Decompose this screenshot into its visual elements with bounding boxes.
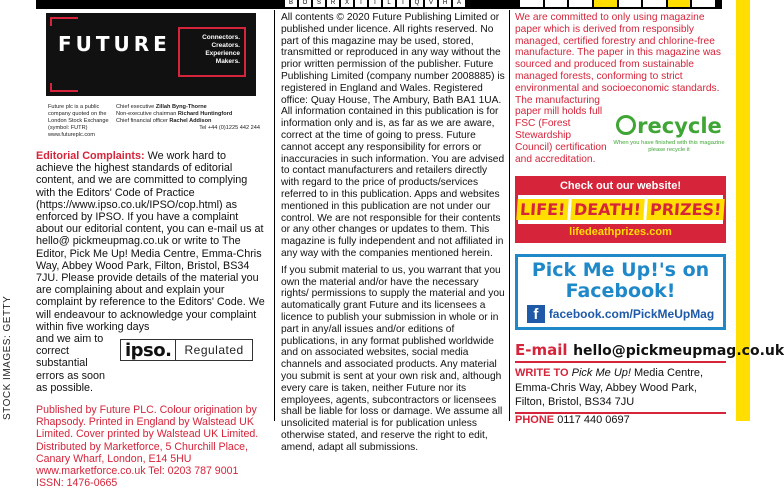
postal-address: Media Centre, Emma-Chris Way, Abbey Wood Park, Filton, Bristol, BS34 7JU bbox=[515, 367, 704, 408]
company-tel: Tel +44 (0)1225 442 244 bbox=[199, 125, 260, 131]
ipso-badge bbox=[120, 339, 253, 361]
strip-letter: A bbox=[453, 0, 465, 7]
left-column bbox=[36, 13, 266, 489]
column-divider bbox=[509, 10, 510, 421]
recycle-logo bbox=[613, 114, 725, 154]
editorial-heading: Editorial Complaints: bbox=[36, 150, 145, 162]
top-right-strip bbox=[520, 0, 715, 7]
phone-number[interactable]: 0117 440 0697 bbox=[557, 413, 630, 426]
tagline-line: Connectors. bbox=[202, 34, 240, 41]
phone-row bbox=[515, 412, 726, 427]
email-link[interactable]: hello@pickmeupmag.co.uk bbox=[573, 343, 784, 359]
strip-letter: B bbox=[285, 0, 297, 7]
company-description: Future plc is a public company quoted on the London Stock Exchange (symbol: FUTR) www.futureplc.com bbox=[48, 104, 109, 138]
email-row bbox=[515, 340, 784, 363]
ipso-block bbox=[36, 333, 266, 394]
strip-letter: L bbox=[383, 0, 395, 7]
corner-mark bbox=[50, 83, 78, 92]
paper-text-top: We are committed to only using magazine paper which is derived from responsibly managed, certified forestry and chlorine-free manufacture. The paper in this magazine was sourced and produced from sustainable managed forests, conforming to strict environmental and socioeconomic standards. The manufacturing bbox=[515, 12, 721, 106]
future-company-info bbox=[48, 104, 266, 139]
ipso-regulated: Regulated bbox=[175, 339, 251, 361]
strip-letter: V bbox=[425, 0, 437, 7]
email-label: E-mail bbox=[515, 341, 568, 359]
website-heading: Check out our website! bbox=[559, 180, 682, 192]
future-tagline bbox=[178, 27, 246, 77]
facebook-icon: f bbox=[527, 305, 545, 323]
published-by: Published by Future PLC. Colour origination by Rhapsody. Printed in England by Walstead UK Limited. Cover printed by Walstead UK Limited. Distributed by Marketforce, 5 Churchill Place, Canary Wharf, London, E14 5HU www.marketforce.co.uk Tel: 0203 787 9001 ISSN: 1476-0665 bbox=[36, 404, 259, 489]
write-to bbox=[515, 366, 726, 410]
legal-column bbox=[281, 12, 507, 453]
paper-text-narrow: paper mill holds full FSC (Forest Stewardship Council) certification and accreditation. bbox=[515, 106, 607, 165]
facebook-promo[interactable] bbox=[515, 254, 726, 330]
strip-letter: Q bbox=[411, 0, 423, 7]
company-officers: Chief executive Zillah Byng-Thorne Non-executive chairman Richard Huntingford Chief financial officer Rachel Addison Tel +44 (0)1225 442 244 bbox=[116, 104, 266, 139]
logo-word: PRIZES! bbox=[646, 199, 725, 220]
strip-letter: S bbox=[313, 0, 325, 7]
strip-letter: R bbox=[327, 0, 339, 7]
ipso-logo: ipso. bbox=[125, 339, 172, 361]
recycle-word: recycle bbox=[637, 114, 722, 138]
website-logo bbox=[518, 195, 723, 224]
write-label: WRITE TO bbox=[515, 367, 569, 379]
future-logo: FUTURE bbox=[58, 32, 171, 56]
top-letter-strip bbox=[285, 0, 465, 7]
editorial-tail: and we aim to correct substantial errors as soon as possible. bbox=[36, 333, 106, 394]
strip-letter: T bbox=[397, 0, 409, 7]
editorial-complaints bbox=[36, 150, 266, 333]
logo-word: DEATH! bbox=[570, 199, 644, 220]
logo-word: LIFE! bbox=[516, 199, 569, 220]
phone-label: PHONE bbox=[515, 413, 555, 426]
strip-letter: H bbox=[439, 0, 451, 7]
column-divider bbox=[274, 10, 275, 421]
editorial-body: We work hard to achieve the highest standards of editorial content, and we are committed to complying with the Editors' Code of Practice (https://www.ipso.co.uk/IPSO/cop.html) as enforced by IPSO. If you have a complaint about our editorial content, you can e-mail us at hello@ pickmeupmag.co.uk or write to The Editor, Pick Me Up! Media Centre, Emma-Chris Way, Abbey Wood Park, Filton, Bristol, BS34 7JU. Please provide details of the material you are complaining about and explain your complaint by reference to the Editors' Code. We will endeavour to acknowledge your complaint within five working days bbox=[36, 150, 265, 333]
tagline-line: Experience bbox=[205, 50, 240, 57]
tagline-line: Creators. bbox=[211, 42, 240, 49]
strip-letter: I bbox=[355, 0, 367, 7]
website-url-link[interactable]: lifedeathprizes.com bbox=[569, 226, 672, 238]
magazine-name: Pick Me Up! bbox=[571, 367, 631, 379]
paper-statement bbox=[515, 12, 726, 164]
recycle-note: When you have finished with this magazine please recycle it bbox=[613, 140, 725, 153]
strip-letter: O bbox=[299, 0, 311, 7]
right-column bbox=[515, 12, 784, 426]
image-credit: STOCK IMAGES: GETTY bbox=[2, 295, 13, 420]
strip-letter: X bbox=[341, 0, 353, 7]
contact-block bbox=[515, 340, 784, 427]
facebook-url-link[interactable]: facebook.com/PickMeUpMag bbox=[548, 307, 715, 321]
corner-mark bbox=[50, 17, 78, 26]
future-logo-box bbox=[46, 13, 256, 96]
submission-paragraph: If you submit material to us, you warrant that you own the material and/or have the necessary rights/ permissions to supply the material and you automatically grant Future and its licensees a licence to publish your submission in whole or in part in any/all issues and/or editions of publications, in any format published worldwide and on associated websites, social media channels and associated products. Any material you submit is sent at your own risk and, although every care is taken, neither Future nor its employees, agents, subcontractors or licensees shall be liable for loss or damage. We assume all unsolicited material is for publication unless otherwise stated, and reserve the right to edit, amend, adapt all submissions. bbox=[281, 264, 505, 453]
strip-letter: T bbox=[369, 0, 381, 7]
facebook-title: Pick Me Up!'s on Facebook! bbox=[531, 259, 710, 302]
recycle-icon bbox=[616, 115, 636, 135]
copyright-paragraph: All contents © 2020 Future Publishing Limited or published under licence. All rights reserved. No part of this magazine may be used, stored, transmitted or reproduced in any way without the prior written permission of the publisher. Future Publishing Limited (company number 2008885) is registered in England and Wales. Registered office: Quay House, The Ambury, Bath BA1 1UA. All information contained in this publication is for information only and is, as far as we are aware, correct at the time of going to press. Future cannot accept any responsibility for errors or inaccuracies in such information. You are advised to contact manufacturers and retailers directly with regard to the price of products/services referred to in this publication. Apps and websites mentioned in this publication are not under our control. We are not responsible for their contents or any other changes or updates to them. This magazine is fully independent and not affiliated in any way with the companies mentioned herein. bbox=[281, 12, 505, 259]
website-promo[interactable] bbox=[515, 176, 726, 243]
tagline-line: Makers. bbox=[215, 58, 240, 65]
